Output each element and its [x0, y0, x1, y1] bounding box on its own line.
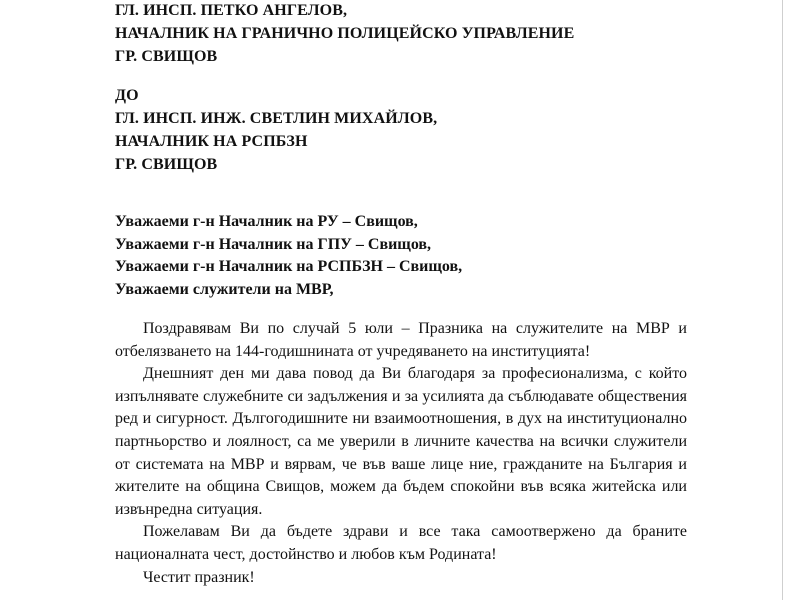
sender-position: НАЧАЛНИК НА ГРАНИЧНО ПОЛИЦЕЙСКО УПРАВЛЕНИЕ: [115, 25, 575, 42]
recipient-city: ГР. СВИЩОВ: [115, 156, 218, 173]
recipient-block: [115, 84, 437, 176]
closing-line: Честит празник!: [143, 568, 255, 586]
sender-city: ГР. СВИЩОВ: [115, 48, 218, 65]
sender-name: ГЛ. ИНСП. ПЕТКО АНГЕЛОВ,: [115, 2, 348, 19]
recipient-to-label: ДО: [115, 87, 139, 104]
salutation-line: Уважаеми служители на МВР,: [115, 280, 334, 298]
page-edge-line: [782, 0, 783, 600]
salutation-block: [115, 211, 462, 301]
body-paragraph: Днешният ден ми дава повод да Ви благодаря за професионализма, с който изпълнявате служебните си задължения и за усилията да съблюдавате обществения ред и сигурност. Дългогодишните ни взаимоотношения, в дух на институционално партньорство и лоялност, са ме уверили в личните качества на всички служители от системата на МВР и вярвам, че във ваше лице ние, гражданите на България и жителите на община Свищов, можем да бъдем спокойни във всяка житейска или извънредна ситуация.: [115, 365, 687, 518]
body-paragraph: Пожелавам Ви да бъдете здрави и все така самоотвержено да браните националната чест, достойнство и любов към Родината!: [115, 523, 687, 563]
salutation-line: Уважаеми г-н Началник на РУ – Свищов,: [115, 213, 418, 230]
salutation-line: Уважаеми г-н Началник на РСПБЗН – Свищов,: [115, 258, 463, 275]
salutation-line: Уважаеми г-н Началник на ГПУ – Свищов,: [115, 235, 432, 253]
body-paragraph: Поздравявам Ви по случай 5 юли – Празника на служителите на МВР и отбелязването на 144-годишнината от учредяването на институцията!: [115, 320, 687, 360]
letter-body: [115, 318, 687, 589]
recipient-position: НАЧАЛНИК НА РСПБЗН: [115, 133, 308, 150]
sender-block: [115, 0, 574, 68]
recipient-name: ГЛ. ИНСП. ИНЖ. СВЕТЛИН МИХАЙЛОВ,: [115, 110, 438, 127]
